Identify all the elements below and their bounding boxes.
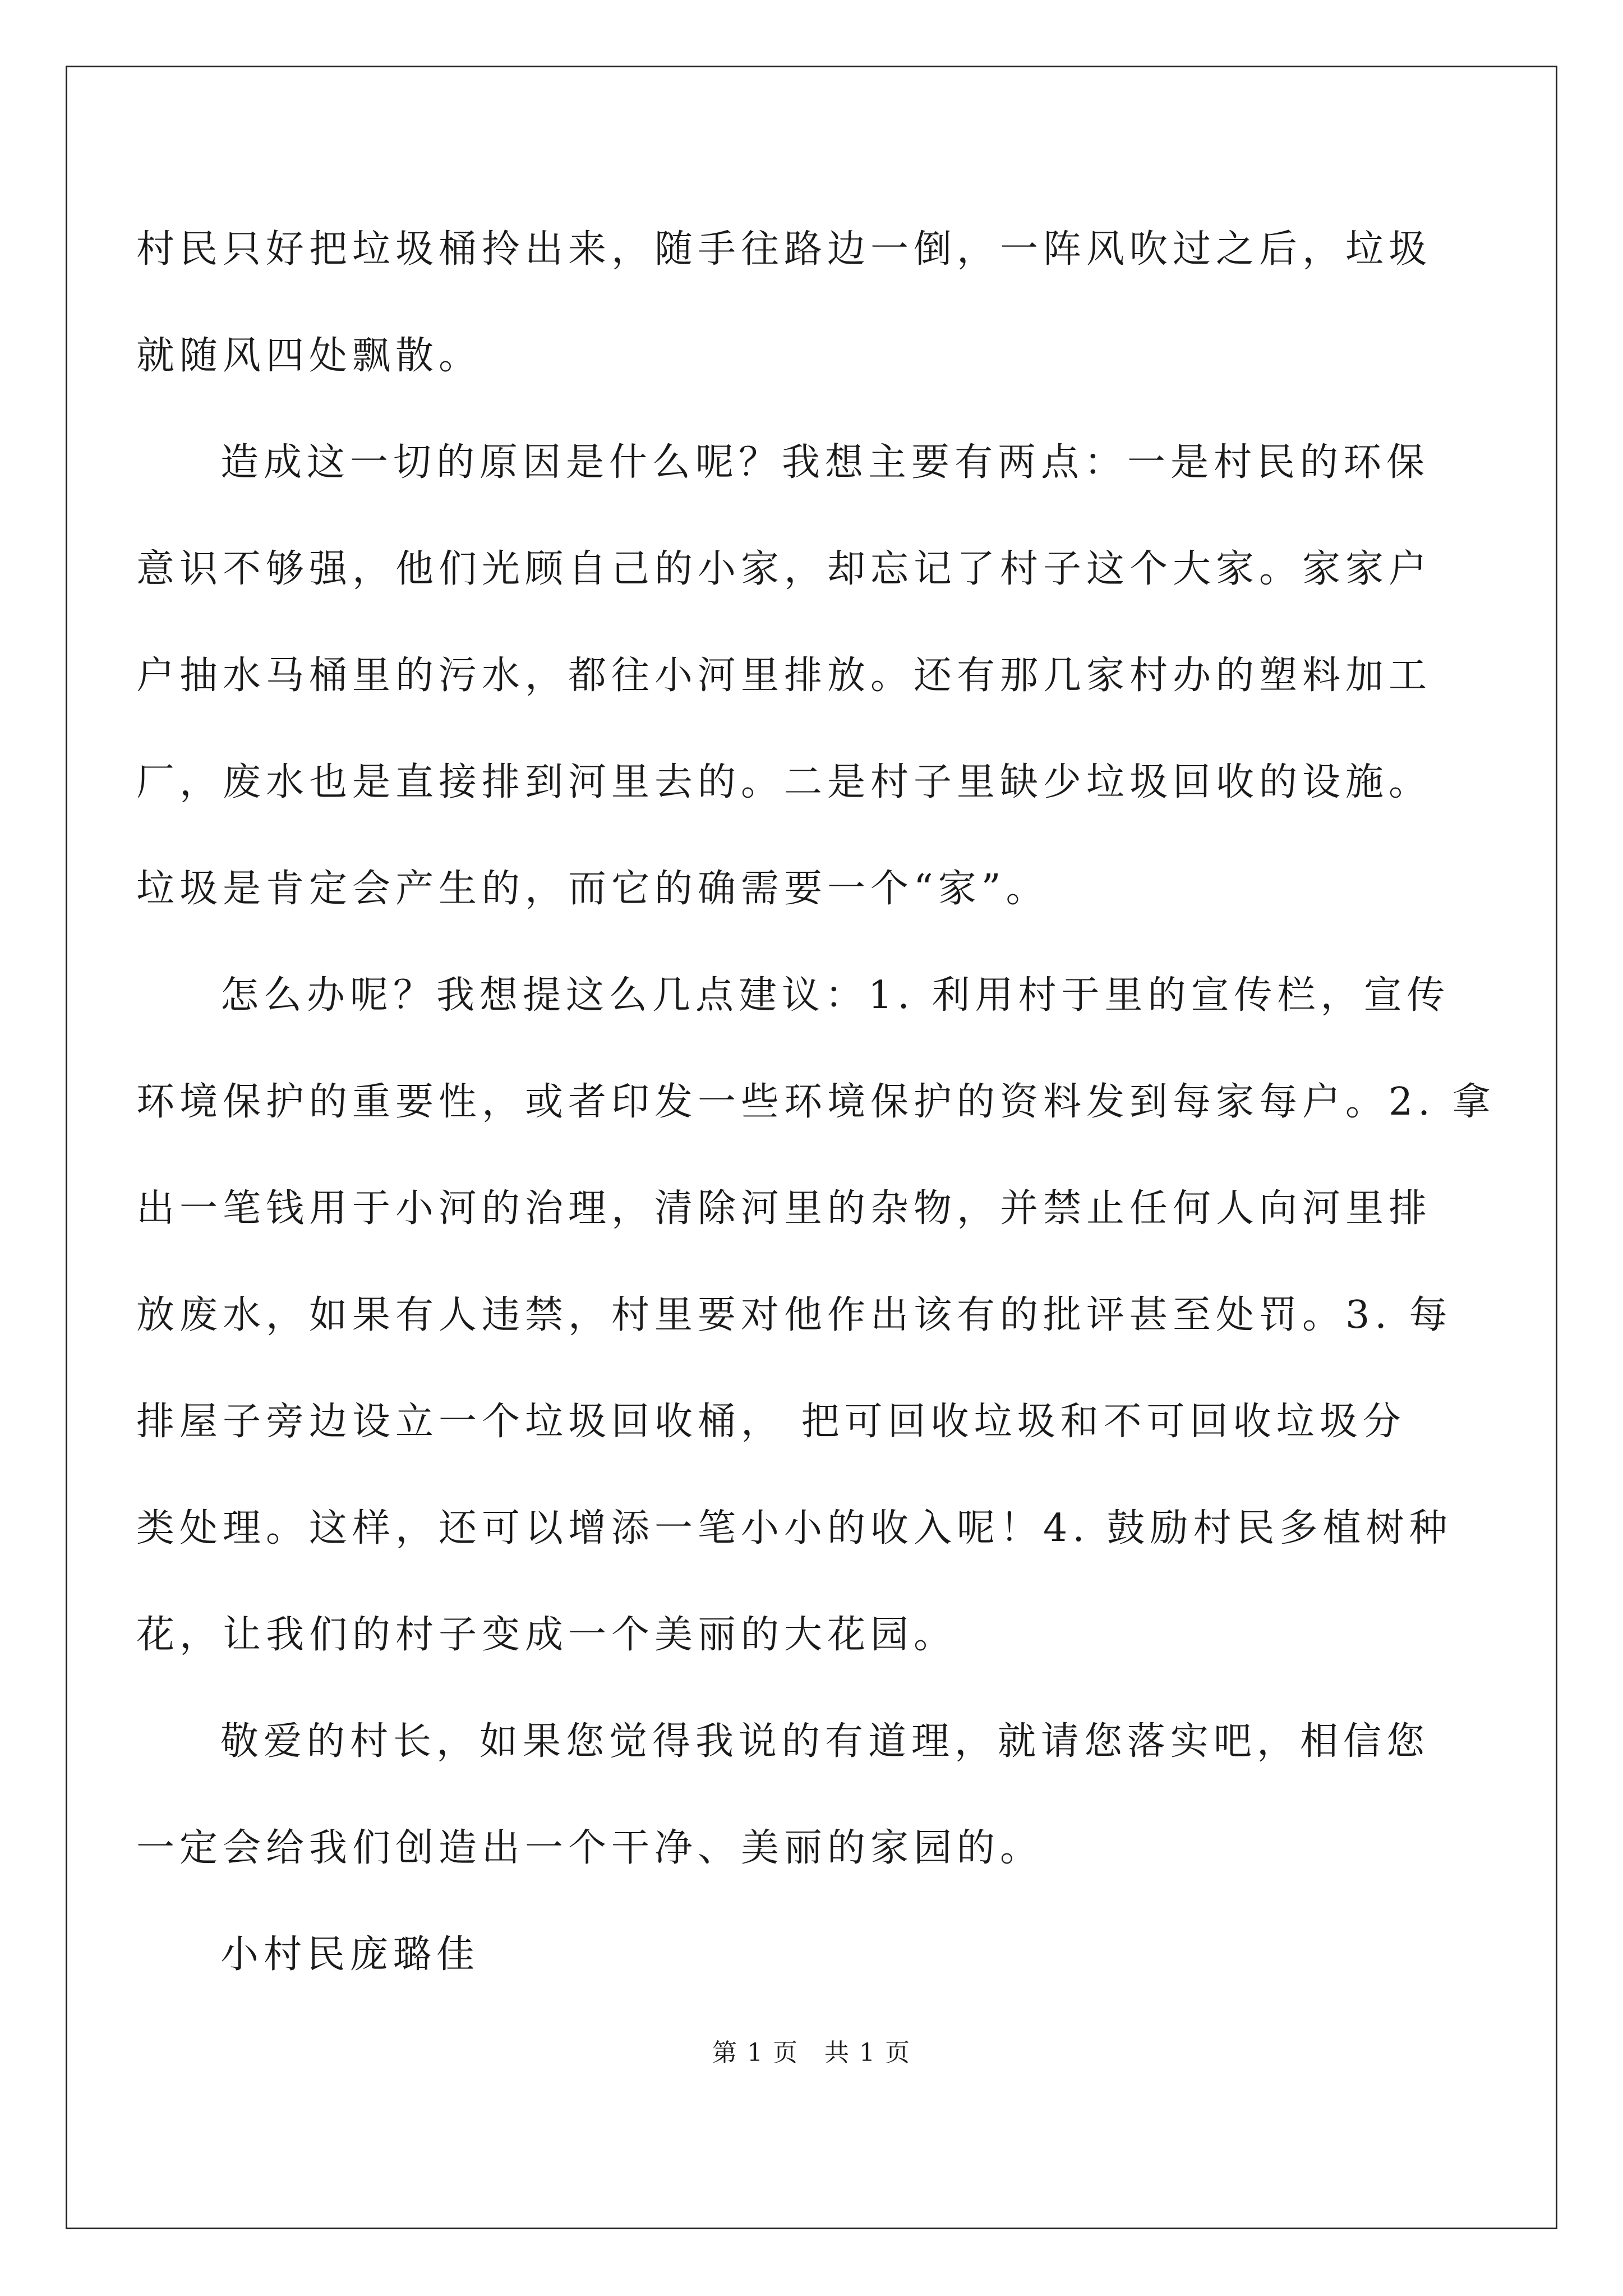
page-border [66,66,1557,2229]
text-line-14: 花，让我们的村子变成一个美丽的大花园。 [136,1613,957,1657]
text-line-15: 敬爱的村长，如果您觉得我说的有道理，就请您落实吧，相信您 [220,1719,1430,1764]
text-line-6: 厂，废水也是直接排到河里去的。二是村子里缺少垃圾回收的设施。 [136,760,1432,804]
text-line-7: 垃圾是肯定会产生的，而它的确需要一个“家”。 [136,867,1049,911]
text-line-9: 环境保护的重要性，或者印发一些环境保护的资料发到每家每户。2. 拿 [136,1080,1496,1124]
text-line-8: 怎么办呢？我想提这么几点建议：1. 利用村于里的宣传栏，宣传 [220,973,1450,1018]
text-line-16: 一定会给我们创造出一个干净、美丽的家园的。 [136,1826,1044,1870]
text-line-3: 造成这一切的原因是什么呢？我想主要有两点：一是村民的环保 [220,440,1430,485]
text-line-13: 类处理。这样，还可以增添一笔小小的收入呢！4. 鼓励村民多植树种 [136,1506,1453,1550]
text-line-4: 意识不够强，他们光顾自己的小家，却忘记了村子这个大家。家家户 [136,547,1432,591]
signature-line: 小村民庞璐佳 [220,1932,480,1977]
text-line-5: 户抽水马桶里的污水，都往小河里排放。还有那几家村办的塑料加工 [136,654,1432,698]
text-line-10: 出一笔钱用于小河的治理，清除河里的杂物，并禁止任何人向河里排 [136,1186,1432,1231]
page-number-footer: 第 1 页 共 1 页 [712,2039,911,2067]
text-line-2: 就随风四处飘散。 [136,334,482,378]
text-line-1: 村民只好把垃圾桶拎出来，随手往路边一倒，一阵风吹过之后，垃圾 [136,227,1432,272]
text-line-11: 放废水，如果有人违禁，村里要对他作出该有的批评甚至处罚。3. 每 [136,1293,1453,1337]
text-line-12: 排屋子旁边设立一个垃圾回收桶， 把可回收垃圾和不可回收垃圾分 [136,1400,1406,1444]
